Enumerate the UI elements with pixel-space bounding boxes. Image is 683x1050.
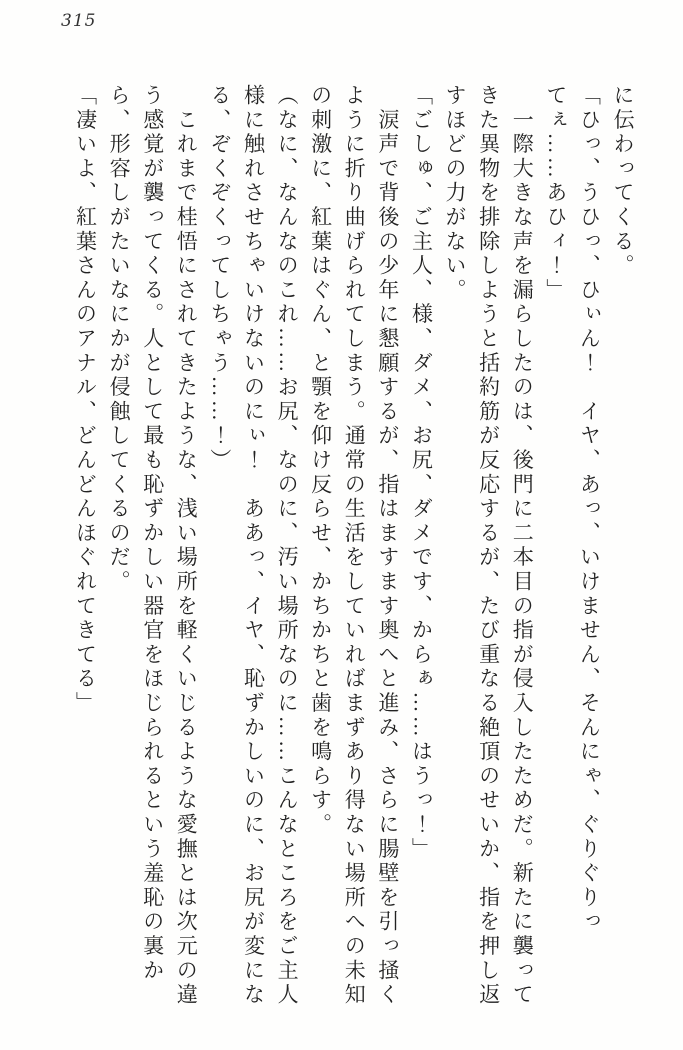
paragraph: 一際大きな声を漏らしたのは、後門に二本目の指が侵入したためだ。新たに襲ってきた異物を排除しようと括約筋が反応するが、たび重なる絶頂のせいか、指を押し返すほどの力がない。	[443, 84, 535, 1008]
paragraph: 涙声で背後の少年に懇願するが、指はますます奥へと進み、さらに腸壁を引っ掻くように折り曲げられてしまう。通常の生活をしていればまずあり得ない場所への未知の刺激に、紅葉はぐん、と顎を仰け反らせ、かちかちと歯を鳴らす。	[308, 84, 400, 1008]
paragraph: に伝わってくる。	[611, 84, 635, 279]
paragraph-dialogue: 「凄いよ、紅葉さんのアナル、どんどんほぐれてきてる」	[73, 84, 98, 716]
paragraph-dialogue: 「ひっ、うひっ、ひぃん！ イヤ、あっ、いけません、そんにゃ、ぐりぐりってぇ……あひィ！」	[543, 84, 602, 935]
paragraph: これまで桂悟にされてきたような、浅い場所を軽くいじるような愛撫とは次元の違う感覚が襲ってくる。人として最も恥ずかしい器官をほじられるという羞恥の裏から、形容しがたいなにかが侵蝕してくるのだ。	[107, 84, 199, 1008]
paragraph-inner-monologue: （なに、なんなのこれ……お尻、なのに、汚い場所なのに……こんなところをご主人様に触れさせちゃいけないのにぃ！ ああっ、イヤ、恥ずかしいのに、お尻が変になる、ぞくぞくってしちゃう……！）	[207, 84, 300, 1008]
paragraph-dialogue: 「ごしゅ、ご主人、様、ダメ、お尻、ダメです、からぁ……はうっ！」	[409, 84, 434, 862]
page-number: 315	[61, 11, 97, 31]
novel-text-block	[68, 84, 639, 1010]
